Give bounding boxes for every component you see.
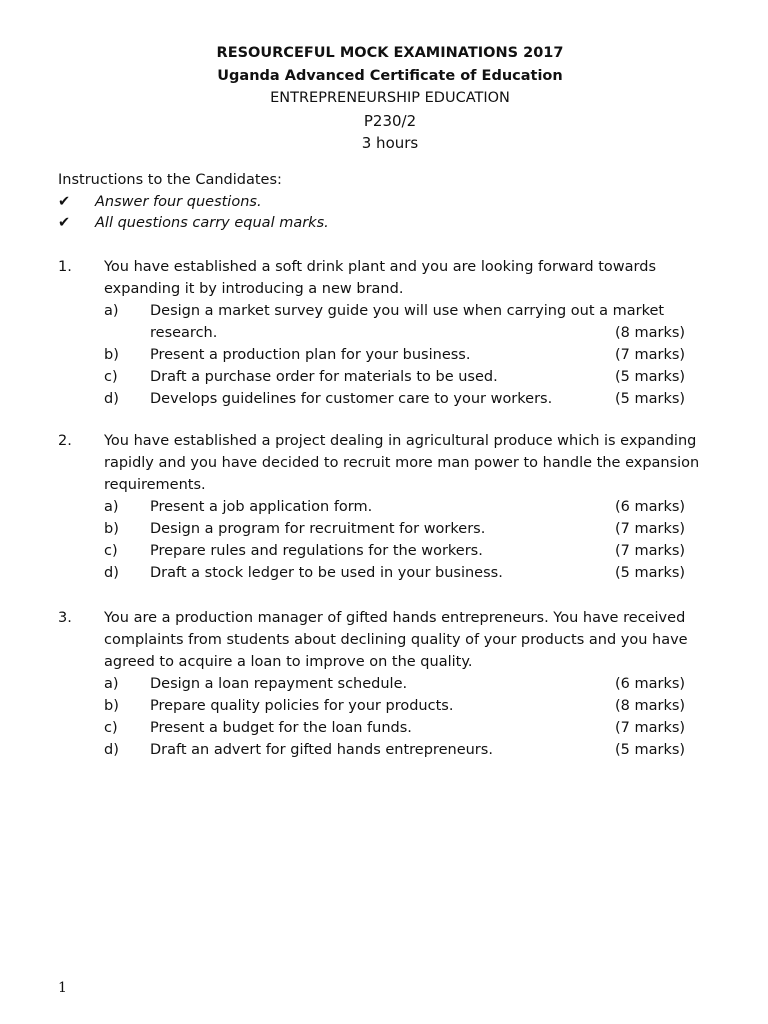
question-stem-line: [58, 474, 718, 496]
sub-question: [58, 518, 718, 540]
sub-question: [58, 344, 718, 366]
sub-question: [58, 540, 718, 562]
question-stem-text: requirements.: [104, 477, 206, 493]
sub-question-letter: d): [104, 742, 119, 758]
question-number: 3.: [58, 610, 72, 626]
sub-question-text: research.: [150, 325, 218, 341]
question-1: [58, 256, 718, 410]
sub-question-letter: c): [104, 543, 118, 559]
sub-question-marks: (7 marks): [615, 543, 686, 559]
sub-question: [58, 739, 718, 761]
instruction-item: [58, 192, 698, 214]
sub-question-text: Draft an advert for gifted hands entrepreneurs.: [150, 742, 493, 758]
sub-question-marks: (5 marks): [615, 391, 686, 407]
sub-question-marks: (5 marks): [615, 369, 686, 385]
sub-question-letter: c): [104, 720, 118, 736]
sub-question-text: Present a job application form.: [150, 499, 373, 515]
sub-question-text: Prepare quality policies for your products.: [150, 698, 454, 714]
sub-question: [58, 717, 718, 739]
question-2: [58, 430, 718, 584]
question-number: 2.: [58, 433, 72, 449]
exam-header: [0, 42, 768, 155]
sub-question-text: Design a loan repayment schedule.: [150, 676, 408, 692]
sub-question-continued: [58, 322, 718, 344]
sub-question-marks: (8 marks): [615, 698, 686, 714]
sub-question-letter: c): [104, 369, 118, 385]
check-icon: ✔: [58, 215, 71, 231]
paper-code: P230/2: [363, 111, 417, 130]
instructions-heading: Instructions to the Candidates:: [58, 172, 282, 188]
sub-question-letter: a): [104, 499, 119, 515]
question-stem-line: [58, 651, 718, 673]
question-stem-line: [58, 607, 718, 629]
sub-question-letter: b): [104, 347, 119, 363]
certificate-title: Uganda Advanced Certificate of Education: [217, 67, 563, 84]
subject-title: ENTREPRENEURSHIP EDUCATION: [270, 90, 510, 106]
sub-question-text: Design a market survey guide you will use when carrying out a market: [150, 303, 665, 319]
sub-question-letter: b): [104, 698, 119, 714]
question-stem-line: [58, 278, 718, 300]
question-stem-line: [58, 452, 718, 474]
instruction-text: Answer four questions.: [95, 193, 262, 210]
question-stem-text: rapidly and you have decided to recruit more man power to handle the expansion: [104, 455, 700, 471]
page-number: 1: [58, 980, 67, 996]
exam-duration: 3 hours: [361, 134, 419, 152]
sub-question: [58, 496, 718, 518]
sub-question-text: Develops guidelines for customer care to your workers.: [150, 391, 553, 407]
question-stem-text: You are a production manager of gifted hands entrepreneurs. You have received: [104, 610, 686, 626]
sub-question-text: Design a program for recruitment for workers.: [150, 521, 486, 537]
sub-question-marks: (6 marks): [615, 676, 686, 692]
question-stem-text: agreed to acquire a loan to improve on the quality.: [104, 654, 473, 670]
sub-question-marks: (7 marks): [615, 521, 686, 537]
sub-question-letter: b): [104, 521, 119, 537]
question-stem-text: You have established a project dealing in agricultural produce which is expanding: [104, 433, 697, 449]
sub-question-letter: d): [104, 391, 119, 407]
instruction-text: All questions carry equal marks.: [95, 215, 329, 231]
question-3: [58, 607, 718, 761]
check-icon: ✔: [58, 193, 71, 210]
sub-question-text: Draft a purchase order for materials to be used.: [150, 369, 498, 385]
instructions-block: [58, 170, 698, 235]
exam-title: RESOURCEFUL MOCK EXAMINATIONS 2017: [216, 45, 564, 61]
question-stem-line: [58, 629, 718, 651]
question-stem-text: expanding it by introducing a new brand.: [104, 281, 404, 297]
sub-question-text: Prepare rules and regulations for the workers.: [150, 543, 483, 559]
sub-question-text: Draft a stock ledger to be used in your business.: [150, 565, 503, 581]
sub-question-letter: d): [104, 565, 119, 581]
question-number: 1.: [58, 259, 72, 275]
sub-question-letter: a): [104, 676, 119, 692]
instruction-item: [58, 213, 698, 235]
sub-question-text: Present a production plan for your business.: [150, 347, 471, 363]
sub-question: [58, 388, 718, 410]
sub-question-letter: a): [104, 303, 119, 319]
question-stem-line: [58, 256, 718, 278]
sub-question-marks: (5 marks): [615, 742, 686, 758]
sub-question: [58, 300, 718, 322]
sub-question: [58, 562, 718, 584]
question-stem-text: complaints from students about declining quality of your products and you have: [104, 632, 688, 648]
question-stem-line: [58, 430, 718, 452]
sub-question-marks: (8 marks): [615, 325, 686, 341]
sub-question: [58, 695, 718, 717]
sub-question-text: Present a budget for the loan funds.: [150, 720, 412, 736]
sub-question-marks: (5 marks): [615, 565, 686, 581]
sub-question: [58, 366, 718, 388]
sub-question-marks: (6 marks): [615, 499, 686, 515]
sub-question-marks: (7 marks): [615, 347, 686, 363]
sub-question-marks: (7 marks): [615, 720, 686, 736]
sub-question: [58, 673, 718, 695]
question-stem-text: You have established a soft drink plant and you are looking forward towards: [104, 259, 656, 275]
